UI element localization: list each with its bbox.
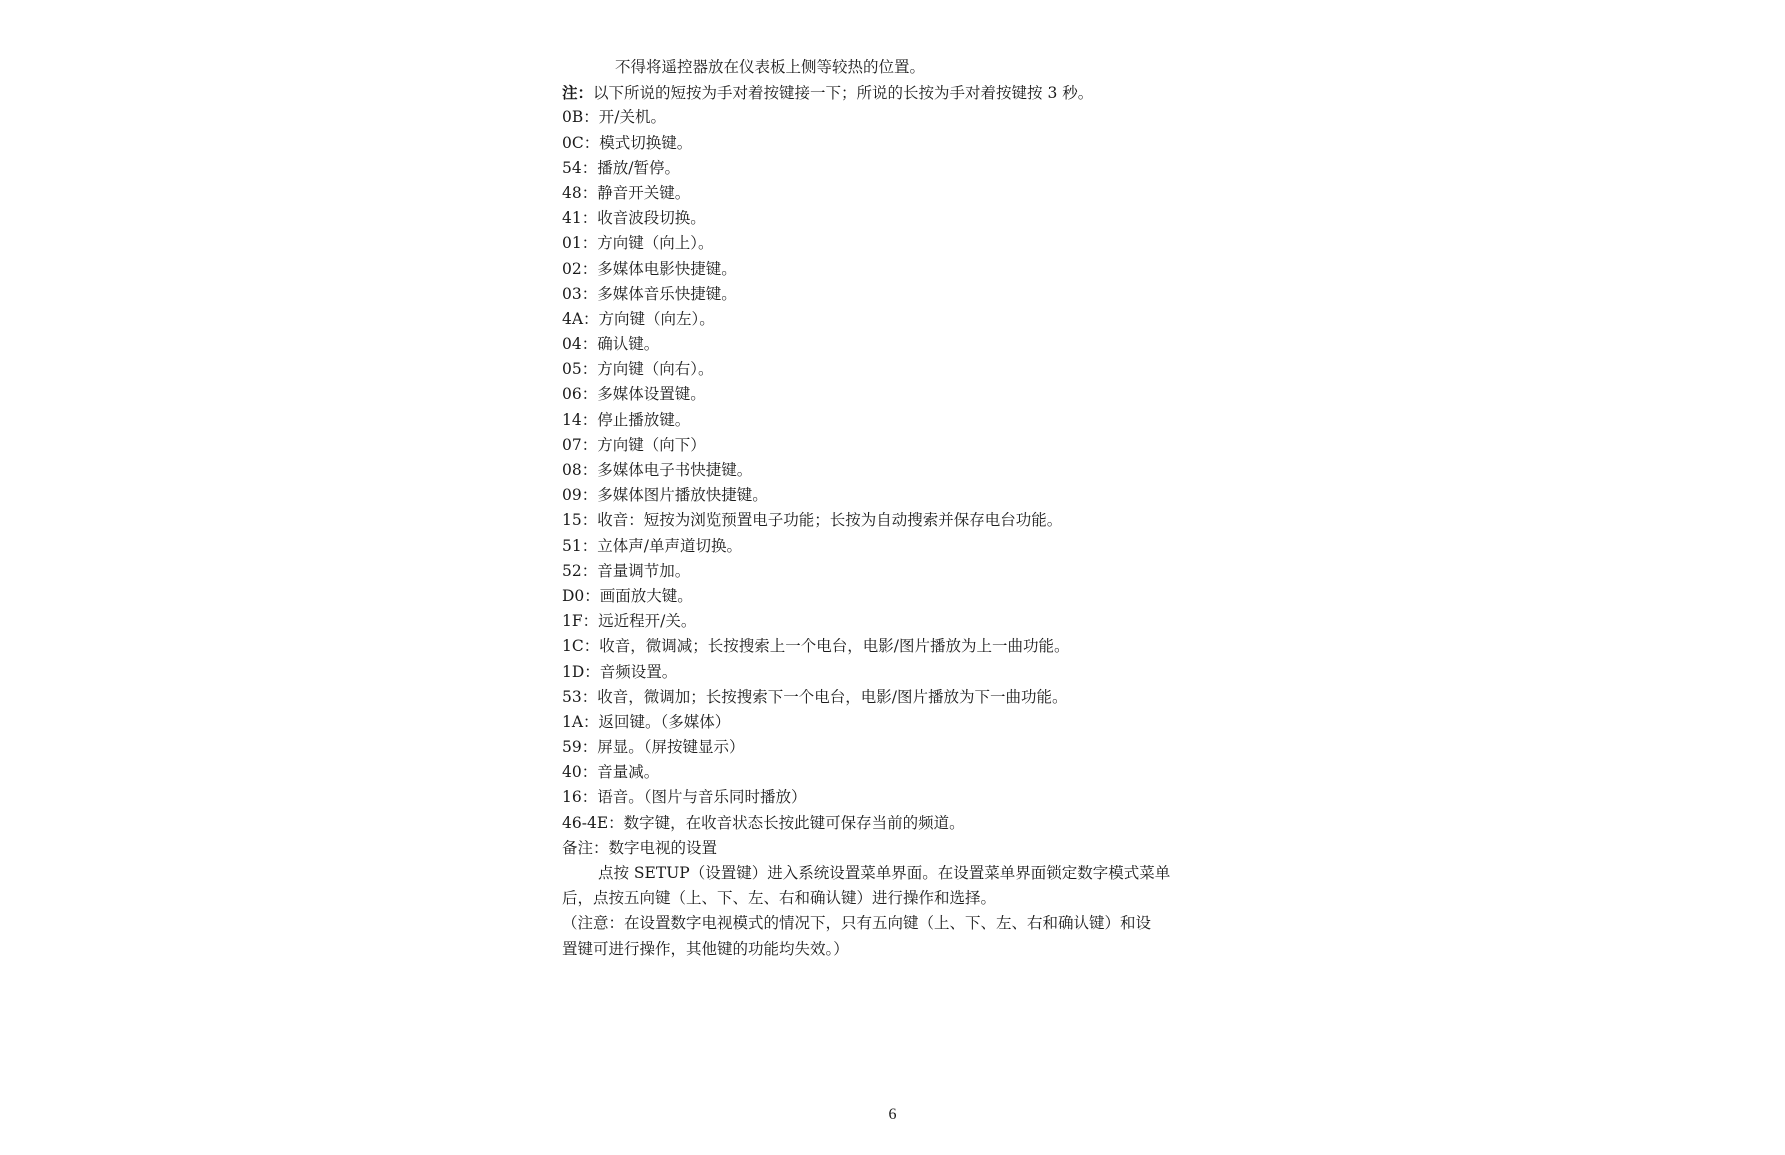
key-item: 0C：模式切换键。 (562, 133, 693, 152)
key-item: 51：立体声/单声道切换。 (562, 536, 742, 555)
key-item: 01：方向键（向上）。 (562, 234, 714, 253)
page-number: 6 (888, 1106, 897, 1123)
key-item: 04：确认键。 (562, 335, 660, 354)
key-item: 1C：收音，微调减；长按搜索上一个电台，电影/图片播放为上一曲功能。 (562, 637, 1070, 656)
setup-paragraph-line-2: 后，点按五向键（上、下、左、右和确认键）进行操作和选择。 (562, 889, 997, 908)
key-item: 15：收音：短按为浏览预置电子功能；长按为自动搜索并保存电台功能。 (562, 511, 1063, 530)
key-item: 07：方向键（向下） (562, 435, 706, 454)
key-item: 4A：方向键（向左）。 (562, 309, 715, 328)
page-body (562, 55, 1232, 962)
key-item: 41：收音波段切换。 (562, 209, 706, 228)
key-item: D0：画面放大键。 (562, 586, 693, 605)
caution-paragraph-line-1: （注意：在设置数字电视模式的情况下，只有五向键（上、下、左、右和确认键）和设 (562, 914, 1152, 933)
key-item: 0B：开/关机。 (562, 108, 666, 127)
remark-heading: 备注：数字电视的设置 (562, 838, 718, 857)
key-item: 09：多媒体图片播放快捷键。 (562, 486, 768, 505)
key-item: 54：播放/暂停。 (562, 158, 680, 177)
key-item: 59：屏显。（屏按键显示） (562, 738, 745, 757)
key-item: 03：多媒体音乐快捷键。 (562, 284, 737, 303)
key-item: 46-4E：数字键，在收音状态长按此键可保存当前的频道。 (562, 813, 965, 832)
note-label: 注： (562, 83, 594, 103)
key-item: 48：静音开关键。 (562, 183, 691, 202)
key-item: 53：收音，微调加；长按搜索下一个电台，电影/图片播放为下一曲功能。 (562, 687, 1068, 706)
key-item: 52：音量调节加。 (562, 561, 691, 580)
key-item: 1A：返回键。（多媒体） (562, 712, 731, 731)
caution-paragraph-line-2: 置键可进行操作，其他键的功能均失效。） (562, 939, 849, 958)
note-line (562, 80, 1232, 105)
key-list (562, 105, 1232, 835)
note-text: 以下所说的短按为手对着按键接一下；所说的长按为手对着按键按 3 秒。 (593, 84, 1094, 103)
key-item: 06：多媒体设置键。 (562, 385, 706, 404)
intro-line: 不得将遥控器放在仪表板上侧等较热的位置。 (615, 58, 926, 76)
key-item: 02：多媒体电影快捷键。 (562, 259, 737, 278)
key-item: 08：多媒体电子书快捷键。 (562, 461, 753, 479)
key-item: 40：音量减。 (562, 763, 660, 782)
key-item: 1F：远近程开/关。 (562, 612, 697, 631)
setup-paragraph-line-1: 点按 SETUP（设置键）进入系统设置菜单界面。在设置菜单界面锁定数字模式菜单 (598, 864, 1171, 882)
key-item: 14：停止播放键。 (562, 410, 691, 429)
key-item: 1D：音频设置。 (562, 662, 678, 681)
key-item: 05：方向键（向右）。 (562, 360, 714, 379)
key-item: 16：语音。（图片与音乐同时播放） (562, 788, 807, 807)
